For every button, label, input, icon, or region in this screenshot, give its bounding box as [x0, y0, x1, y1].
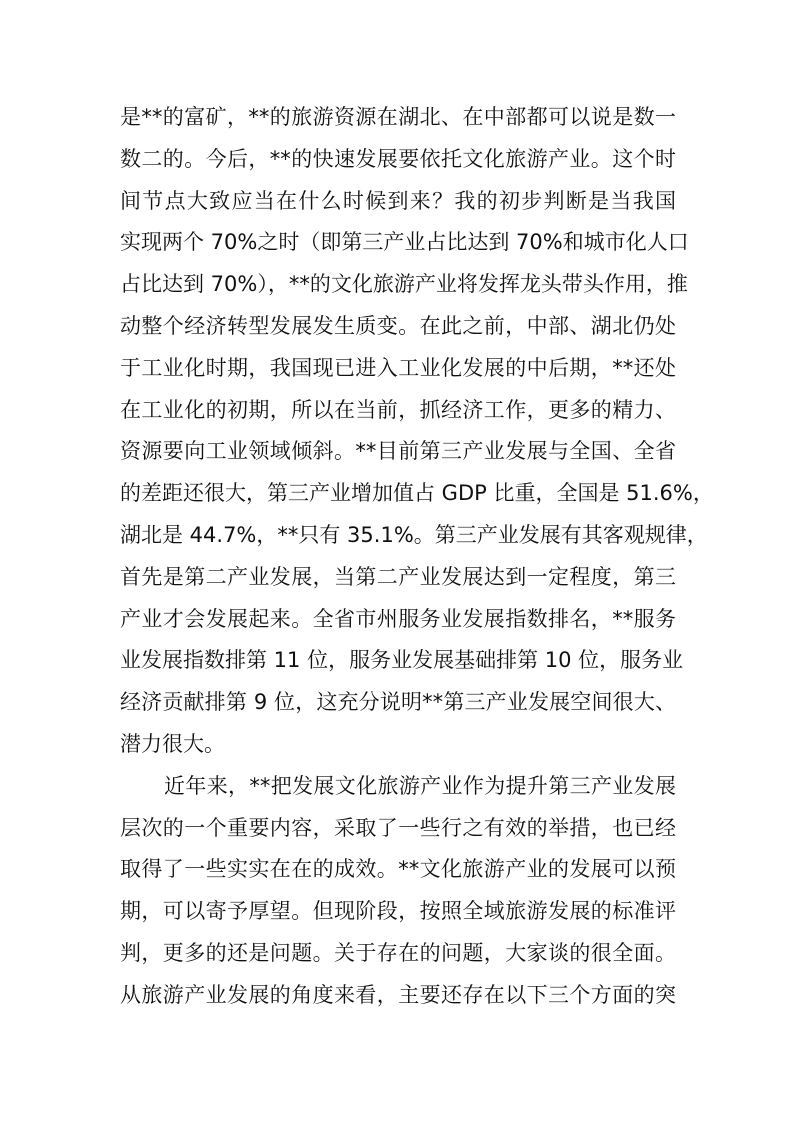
text-line: 潜力很大。 [120, 731, 225, 756]
text-line: 首先是第二产业发展，当第二产业发展达到一定程度，第三 [120, 564, 676, 589]
text-line: 期，可以寄予厚望。但现阶段，按照全域旅游发展的标准评 [120, 899, 676, 924]
paragraph-first-line: 近年来，**把发展文化旅游产业作为提升第三产业发展 [164, 773, 676, 798]
text-line: 的差距还很大，第三产业增加值占 GDP 比重，全国是 51.6%， [120, 481, 714, 506]
text-line: 取得了一些实实在在的成效。**文化旅游产业的发展可以预 [120, 857, 676, 882]
text-line: 在工业化的初期，所以在当前，抓经济工作，更多的精力、 [120, 397, 676, 422]
text-line: 间节点大致应当在什么时候到来？我的初步判断是当我国 [120, 188, 676, 213]
text-line: 实现两个 70%之时（即第三产业占比达到 70%和城市化人口 [120, 230, 689, 255]
text-line: 业发展指数排第 11 位，服务业发展基础排第 10 位，服务业 [120, 648, 684, 673]
text-line: 动整个经济转型发展发生质变。在此之前，中部、湖北仍处 [120, 313, 676, 338]
text-line: 于工业化时期，我国现已进入工业化发展的中后期，**还处 [120, 355, 676, 380]
text-line: 湖北是 44.7%，**只有 35.1%。第三产业发展有其客观规律， [120, 522, 708, 547]
text-line: 占比达到 70%），**的文化旅游产业将发挥龙头带头作用，推 [120, 272, 688, 297]
document-page [120, 97, 714, 1017]
text-line: 产业才会发展起来。全省市州服务业发展指数排名，**服务 [120, 606, 676, 631]
text-line: 数二的。今后，**的快速发展要依托文化旅游产业。这个时 [120, 146, 676, 171]
text-line: 判，更多的还是问题。关于存在的问题，大家谈的很全面。 [120, 940, 676, 965]
text-line: 经济贡献排第 9 位，这充分说明**第三产业发展空间很大、 [120, 690, 676, 715]
text-line: 资源要向工业领域倾斜。**目前第三产业发展与全国、全省 [120, 439, 676, 464]
text-line: 从旅游产业发展的角度来看，主要还存在以下三个方面的突 [120, 982, 676, 1007]
text-line: 是**的富矿，**的旅游资源在湖北、在中部都可以说是数一 [120, 105, 676, 129]
text-line: 层次的一个重要内容，采取了一些行之有效的举措，也已经 [120, 815, 676, 840]
